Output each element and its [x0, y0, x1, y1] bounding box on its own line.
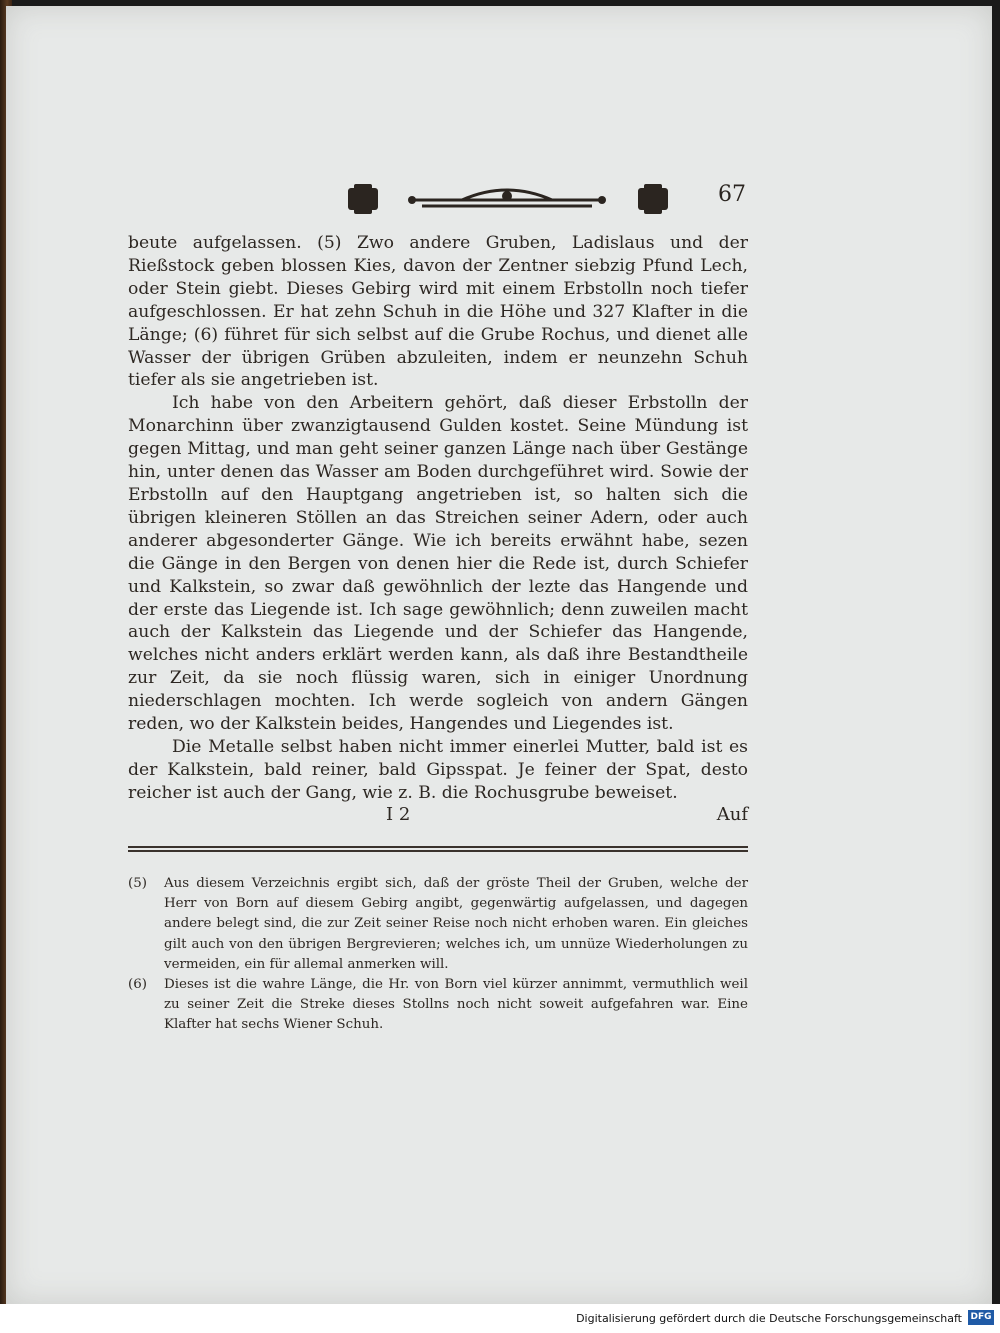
- footnote-marker: (6): [128, 977, 147, 993]
- footnote-text: Dieses ist die wahre Länge, die Hr. von Born viel kürzer annimmt, vermuthlich weil zu seiner Zeit die Streke dieses Stollns noch nicht soweit aufgefahren war. Eine Klafter hat sechs Wiener Schuh.: [164, 977, 748, 1033]
- printer-ornament-icon: [342, 182, 672, 216]
- footnotes: [128, 874, 748, 1036]
- main-text: [128, 232, 748, 805]
- paragraph: Ich habe von den Arbeitern gehört, daß dieser Erbstolln der Monarchinn über zwanzigtausend Gulden kostet. Seine Mündung ist gegen Mittag, und man geht seiner ganzen Länge nach über Gestänge hin, unter denen das Wasser am Boden durchgeführet wird. Sowie der Erbstolln auf den Hauptgang angetrieben ist, so halten sich die übrigen kleineren Stöllen an das Streichen seiner Adern, oder auch anderer abgesonderter Gänge. Wie ich bereits erwähnt habe, sezen die Gänge in den Bergen von denen hier die Rede ist, durch Schiefer und Kalkstein, so zwar daß gewöhnlich der lezte das Hangende und der erste das Liegende ist. Ich sage gewöhnlich; denn zuweilen macht auch der Kalkstein das Liegende und der Schiefer das Hangende, welches nicht anders erklärt werden kann, als daß ihre Bestandtheile zur Zeit, da sie noch flüssig waren, sich in einiger Unordnung niederschlagen mochten. Ich werde sogleich von andern Gängen reden, wo der Kalkstein beides, Hangendes und Liegendes ist.: [128, 393, 748, 735]
- signature-mark: I 2: [386, 804, 411, 825]
- dfg-logo-icon: DFG: [968, 1310, 994, 1325]
- footnote: [128, 874, 748, 975]
- funding-credit: Digitalisierung gefördert durch die Deutsche Forschungsgemeinschaft: [576, 1312, 962, 1325]
- footnote-rule: [128, 846, 748, 852]
- paragraph: Die Metalle selbst haben nicht immer einerlei Mutter, bald ist es der Kalkstein, bald reiner, bald Gipsspat. Je feiner der Spat, desto reicher ist auch der Gang, wie z. B. die Rochusgrube beweiset.: [128, 736, 748, 803]
- footnote-text: Aus diesem Verzeichnis ergibt sich, daß der gröste Theil der Gruben, welche der Herr von Born auf diesem Gebirg angibt, gegenwärtig aufgelassen, und dagegen andere belegt sind, die zur Zeit seiner Reise noch nicht erhoben waren. Ein gleiches gilt auch von den übrigen Bergrevieren; welches ich, um unnüze Wiederholungen zu vermeiden, ein für allemal anmerken will.: [164, 876, 748, 972]
- footnote: [128, 975, 748, 1036]
- footnote-marker: (5): [128, 876, 147, 891]
- footer-bar: [0, 1304, 1000, 1333]
- catchword: Auf: [716, 804, 748, 825]
- page-number: 67: [718, 182, 746, 207]
- catchline: [128, 804, 748, 830]
- page-header: [126, 178, 746, 218]
- paragraph: beute aufgelassen. (5) Zwo andere Gruben, Ladislaus und der Rießstock geben blossen Kies, davon der Zentner siebzig Pfund Lech, oder Stein giebt. Dieses Gebirg wird mit einem Erbstolln noch tiefer aufgeschlossen. Er hat zehn Schuh in die Höhe und 327 Klafter in die Länge; (6) führet für sich selbst auf die Grube Rochus, und dienet alle Wasser der übrigen Grüben abzuleiten, indem er neunzehn Schuh tiefer als sie angetrieben ist.: [128, 233, 748, 391]
